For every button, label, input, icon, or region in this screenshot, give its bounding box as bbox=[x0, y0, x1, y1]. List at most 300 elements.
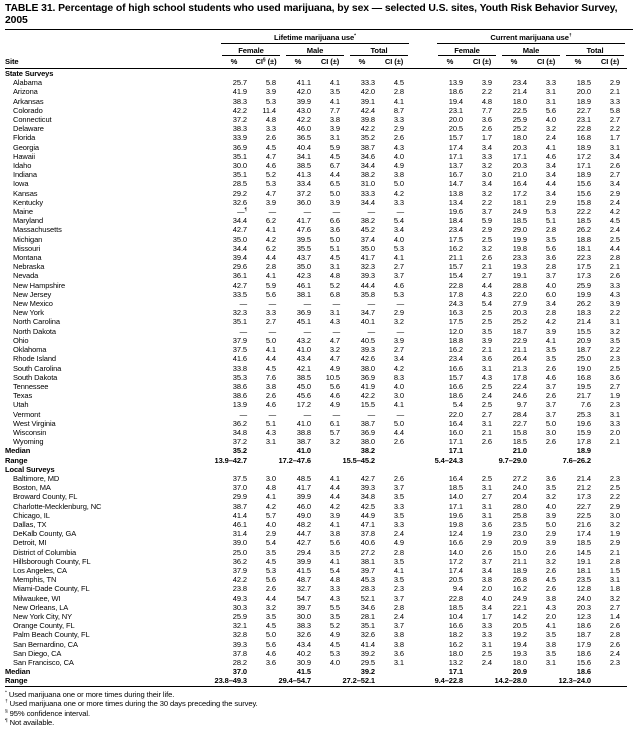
spacer-cell bbox=[411, 437, 435, 446]
pct-cell: 40.5 bbox=[360, 335, 375, 345]
pct-cell: 43.0 bbox=[296, 105, 311, 115]
ci-cell: 5.6 bbox=[265, 289, 276, 299]
ci-cell: 5.4 bbox=[393, 216, 404, 226]
pct-cell: 28.2 bbox=[232, 658, 247, 667]
pct-cell: 45.2 bbox=[360, 225, 375, 235]
pct-cell: 45.0 bbox=[296, 381, 311, 391]
site-cell: Hillsborough County, FL bbox=[13, 556, 91, 566]
table-row bbox=[5, 594, 627, 603]
ci-cell: 3.5 bbox=[329, 547, 340, 557]
summary-value-wrap bbox=[283, 667, 347, 676]
summary-value-cell bbox=[499, 667, 563, 676]
ci-cell: 2.8 bbox=[545, 225, 556, 235]
pct-cell: 42.5 bbox=[360, 501, 375, 511]
spacer-cell bbox=[411, 152, 435, 161]
ci-cell: 3.7 bbox=[481, 556, 492, 566]
ci-cell: 2.6 bbox=[609, 621, 620, 631]
pct-cell: 48.7 bbox=[296, 575, 311, 585]
spacer-cell bbox=[411, 649, 435, 658]
pct-cell: 16.2 bbox=[512, 584, 527, 594]
summary-value-cell bbox=[563, 446, 627, 455]
ci-cell: 4.5 bbox=[393, 78, 404, 88]
pct-cell: 45.3 bbox=[360, 575, 375, 585]
table-row bbox=[5, 612, 627, 621]
pct-cell: 28.5 bbox=[232, 179, 247, 189]
ci-cell: 2.5 bbox=[481, 473, 492, 483]
ci-cell: 4.1 bbox=[393, 565, 404, 575]
pct-cell: 19.4 bbox=[448, 96, 463, 106]
ci-cell: 3.9 bbox=[545, 510, 556, 520]
ci-cell: 2.6 bbox=[393, 437, 404, 447]
spacer-cell bbox=[411, 262, 435, 271]
ci-cell: 2.2 bbox=[609, 345, 620, 355]
pct-cell: 23.3 bbox=[512, 253, 527, 263]
ci-cell: 3.4 bbox=[545, 299, 556, 309]
summary-value-cell bbox=[563, 667, 627, 676]
ci-cell: 3.1 bbox=[609, 317, 620, 327]
ci-cell: 5.4 bbox=[329, 565, 340, 575]
table-row bbox=[5, 640, 627, 649]
ci-cell: 4.4 bbox=[329, 170, 340, 180]
section-label: Local Surveys bbox=[5, 464, 55, 474]
pct-cell: 38.2 bbox=[360, 216, 375, 226]
pct-cell: 30.0 bbox=[296, 611, 311, 621]
ci-cell: 2.2 bbox=[481, 87, 492, 97]
pct-cell: 39.5 bbox=[296, 234, 311, 244]
yrbs-table bbox=[5, 30, 627, 687]
pct-cell: 12.4 bbox=[448, 529, 463, 539]
site-cell: Wyoming bbox=[13, 437, 44, 447]
pct-cell: 29.6 bbox=[232, 262, 247, 272]
ci-cell: 2.7 bbox=[481, 409, 492, 419]
spacer-cell bbox=[411, 474, 435, 483]
ci-cell: 5.2 bbox=[329, 280, 340, 290]
ci-cell: 1.5 bbox=[609, 565, 620, 575]
summary-value-wrap bbox=[347, 667, 411, 676]
ci-cell: 4.1 bbox=[329, 78, 340, 88]
pct-cell: 21.0 bbox=[512, 170, 527, 180]
pct-cell: 40.4 bbox=[296, 142, 311, 152]
ci-cell: 8.7 bbox=[393, 105, 404, 115]
ci-cell: 2.6 bbox=[265, 133, 276, 143]
pct-cell: 18.1 bbox=[576, 565, 591, 575]
table-row bbox=[5, 391, 627, 400]
pct-cell: 30.9 bbox=[296, 658, 311, 667]
pct-cell: 26.8 bbox=[512, 575, 527, 585]
spacer-cell bbox=[411, 594, 435, 603]
ci-cell: 3.9 bbox=[265, 197, 276, 207]
ci-cell: 2.1 bbox=[481, 427, 492, 437]
summary-value-wrap bbox=[435, 446, 499, 455]
pct-cell: 23.4 bbox=[448, 354, 463, 364]
ci-cell: 2.3 bbox=[609, 658, 620, 667]
table-row bbox=[5, 198, 627, 207]
summary-value: 41.5 bbox=[296, 667, 311, 677]
ci-cell: 2.1 bbox=[609, 87, 620, 97]
pct-cell: 15.0 bbox=[512, 547, 527, 557]
table-body bbox=[5, 69, 627, 687]
ci-cell: 5.0 bbox=[393, 418, 404, 428]
pct-cell: 39.2 bbox=[360, 648, 375, 658]
table-row bbox=[5, 437, 627, 446]
ci-cell: 2.1 bbox=[609, 547, 620, 557]
table-row bbox=[5, 529, 627, 538]
ci-cell: 4.3 bbox=[481, 372, 492, 382]
ci-cell: 3.4 bbox=[545, 170, 556, 180]
ci-cell: 8.3 bbox=[393, 372, 404, 382]
ci-cell: 2.5 bbox=[481, 381, 492, 391]
ci-cell: 3.3 bbox=[609, 280, 620, 290]
ci-cell: 5.4 bbox=[481, 299, 492, 309]
pct-cell: 34.4 bbox=[232, 243, 247, 253]
table-row bbox=[5, 161, 627, 170]
ci-cell: 2.0 bbox=[481, 584, 492, 594]
ci-cell: 2.6 bbox=[481, 437, 492, 447]
ci-cell: 2.5 bbox=[481, 648, 492, 658]
pct-cell: 34.7 bbox=[360, 308, 375, 318]
ci-cell: 4.9 bbox=[329, 400, 340, 410]
pct-column-header: % bbox=[347, 56, 377, 69]
summary-value-wrap bbox=[435, 456, 499, 465]
site-cell: Arkansas bbox=[13, 96, 44, 106]
pct-cell: 34.4 bbox=[360, 161, 375, 171]
pct-cell: 41.3 bbox=[296, 170, 311, 180]
ci-cell: 4.7 bbox=[265, 151, 276, 161]
ci-cell: 3.3 bbox=[609, 418, 620, 428]
pct-cell: 25.3 bbox=[576, 409, 591, 419]
ci-cell: 5.0 bbox=[265, 630, 276, 640]
ci-cell: 3.6 bbox=[481, 519, 492, 529]
pct-cell: 23.4 bbox=[448, 225, 463, 235]
summary-value-wrap bbox=[278, 455, 347, 465]
site-cell: Milwaukee, WI bbox=[13, 593, 61, 603]
site-cell: Arizona bbox=[13, 87, 38, 97]
pct-cell: 18.8 bbox=[576, 234, 591, 244]
pct-cell: 12.3 bbox=[576, 611, 591, 621]
pct-cell: — bbox=[239, 299, 247, 309]
ci-cell: 5.3 bbox=[265, 565, 276, 575]
site-cell: Indiana bbox=[13, 170, 37, 180]
table-row bbox=[5, 143, 627, 152]
table-row bbox=[5, 520, 627, 529]
pct-cell: — bbox=[367, 207, 375, 217]
pct-cell: 22.5 bbox=[576, 510, 591, 520]
pct-cell: 36.5 bbox=[296, 133, 311, 143]
ci-cell: 3.4 bbox=[393, 354, 404, 364]
pct-cell: 35.0 bbox=[232, 234, 247, 244]
summary-label: Median bbox=[5, 446, 31, 456]
ci-cell: 3.4 bbox=[481, 602, 492, 612]
ci-cell: 4.6 bbox=[329, 391, 340, 401]
pct-cell: 16.6 bbox=[448, 363, 463, 373]
ci-cell: 2.6 bbox=[545, 547, 556, 557]
pct-cell: 34.1 bbox=[296, 151, 311, 161]
pct-cell: 19.3 bbox=[512, 262, 527, 272]
table-row bbox=[5, 492, 627, 501]
footnote-lifetime: * Used marijuana one or more times during their life. bbox=[5, 689, 175, 699]
pct-cell: — bbox=[303, 299, 311, 309]
pct-cell: 40.6 bbox=[360, 538, 375, 548]
pct-cell: 14.0 bbox=[448, 492, 463, 502]
pct-cell: 25.2 bbox=[512, 124, 527, 134]
ci-cell: 2.8 bbox=[393, 602, 404, 612]
pct-cell: 42.4 bbox=[360, 105, 375, 115]
table-row bbox=[5, 87, 627, 96]
ci-cell: 2.9 bbox=[265, 529, 276, 539]
ci-cell: 2.5 bbox=[481, 308, 492, 318]
pct-cell: 42.2 bbox=[296, 115, 311, 125]
footnote-current: † Used marijuana one or more times during the 30 days preceding the survey. bbox=[5, 699, 258, 709]
pct-cell: 38.6 bbox=[232, 391, 247, 401]
site-cell: Ohio bbox=[13, 335, 29, 345]
summary-value: 17.1 bbox=[448, 667, 463, 677]
site-cell: Michigan bbox=[13, 234, 43, 244]
pct-cell: 15.7 bbox=[448, 133, 463, 143]
ci-cell: 3.4 bbox=[545, 161, 556, 171]
site-cell: Kansas bbox=[13, 188, 38, 198]
pct-cell: 25.0 bbox=[576, 354, 591, 364]
ci-cell: 5.0 bbox=[329, 234, 340, 244]
summary-value: 17.2–47.6 bbox=[278, 455, 311, 465]
ci-cell: 11.4 bbox=[262, 105, 276, 115]
ci-cell: 2.5 bbox=[481, 317, 492, 327]
ci-cell: 3.1 bbox=[545, 658, 556, 667]
ci-cell: 3.0 bbox=[393, 391, 404, 401]
pct-cell: 45.6 bbox=[296, 391, 311, 401]
pct-cell: 36.9 bbox=[360, 372, 375, 382]
spacer-cell bbox=[411, 492, 435, 501]
ci-cell: 3.2 bbox=[609, 326, 620, 336]
pct-cell: 43.4 bbox=[296, 354, 311, 364]
site-cell: Delaware bbox=[13, 124, 44, 134]
summary-value: 12.3–24.0 bbox=[558, 676, 591, 686]
pct-cell: 20.0 bbox=[576, 87, 591, 97]
pct-cell: 33.3 bbox=[360, 188, 375, 198]
ci-cell: 2.9 bbox=[393, 124, 404, 134]
summary-row bbox=[5, 667, 627, 676]
pct-cell: 21.1 bbox=[512, 345, 527, 355]
pct-cell: 15.9 bbox=[576, 427, 591, 437]
ci-cell: 3.5 bbox=[545, 234, 556, 244]
ci-cell: 3.3 bbox=[609, 96, 620, 106]
pct-cell: 18.6 bbox=[576, 648, 591, 658]
spacer-cell bbox=[411, 179, 435, 188]
ci-cell: — bbox=[396, 326, 404, 336]
ci-cell: 4.2 bbox=[265, 501, 276, 511]
ci-cell: 2.6 bbox=[609, 161, 620, 171]
ci-cell: 3.5 bbox=[265, 611, 276, 621]
ci-cell: 3.7 bbox=[393, 593, 404, 603]
pct-cell: 22.8 bbox=[448, 280, 463, 290]
pct-cell: 38.7 bbox=[360, 142, 375, 152]
ci-column-header: CI (±) bbox=[313, 56, 347, 69]
pct-cell: 23.1 bbox=[448, 105, 463, 115]
pct-column-header: % bbox=[563, 56, 593, 69]
site-cell: Maine bbox=[13, 207, 33, 217]
spacer-cell bbox=[411, 336, 435, 345]
ci-cell: 2.8 bbox=[393, 87, 404, 97]
ci-cell: 3.5 bbox=[609, 335, 620, 345]
spacer-cell bbox=[411, 373, 435, 382]
summary-row bbox=[5, 676, 627, 686]
ci-cell: 3.3 bbox=[481, 151, 492, 161]
spacer-cell bbox=[411, 446, 435, 455]
site-cell: Nevada bbox=[13, 271, 39, 281]
pct-cell: 14.2 bbox=[512, 611, 527, 621]
ci-cell: 10.5 bbox=[325, 372, 340, 382]
spacer-cell bbox=[411, 667, 435, 676]
site-cell: Idaho bbox=[13, 161, 32, 171]
ci-cell: 3.5 bbox=[545, 354, 556, 364]
spacer-cell bbox=[411, 511, 435, 520]
ci-cell: 5.6 bbox=[265, 575, 276, 585]
site-cell: Baltimore, MD bbox=[13, 473, 60, 483]
ci-cell: 2.9 bbox=[481, 225, 492, 235]
pct-cell: 32.8 bbox=[232, 630, 247, 640]
ci-cell: 3.1 bbox=[265, 437, 276, 447]
ci-cell: 2.4 bbox=[481, 391, 492, 401]
ci-cell: 1.7 bbox=[481, 611, 492, 621]
table-row bbox=[5, 244, 627, 253]
spacer-cell bbox=[411, 115, 435, 124]
ci-cell: 3.9 bbox=[481, 335, 492, 345]
pct-cell: 43.2 bbox=[296, 335, 311, 345]
pct-cell: 20.3 bbox=[512, 308, 527, 318]
ci-cell: 2.4 bbox=[393, 611, 404, 621]
summary-value: 38.2 bbox=[360, 446, 375, 456]
ci-cell: — bbox=[396, 207, 404, 217]
pct-cell: 18.9 bbox=[576, 142, 591, 152]
pct-cell: 30.3 bbox=[232, 602, 247, 612]
summary-value-wrap bbox=[219, 667, 283, 676]
pct-cell: 33.5 bbox=[232, 289, 247, 299]
pct-cell: 21.1 bbox=[448, 253, 463, 263]
site-cell: Miami-Dade County, FL bbox=[13, 584, 90, 594]
summary-value-wrap bbox=[219, 446, 283, 455]
ci-cell: 3.4 bbox=[393, 225, 404, 235]
pct-cell: 42.1 bbox=[296, 363, 311, 373]
ci-cell: 3.6 bbox=[393, 648, 404, 658]
table-row bbox=[5, 253, 627, 262]
pct-cell: 41.9 bbox=[360, 381, 375, 391]
ci-cell: 3.5 bbox=[393, 492, 404, 502]
pct-column-header: % bbox=[435, 56, 465, 69]
table-row bbox=[5, 189, 627, 198]
ci-cell: 1.7 bbox=[481, 133, 492, 143]
ci-cell: 5.3 bbox=[393, 243, 404, 253]
site-cell: New York bbox=[13, 308, 44, 318]
pct-cell: 18.7 bbox=[576, 345, 591, 355]
pct-cell: 36.2 bbox=[232, 556, 247, 566]
ci-cell: 3.4 bbox=[609, 151, 620, 161]
pct-cell: 34.8 bbox=[232, 427, 247, 437]
site-cell: Detroit, MI bbox=[13, 538, 47, 548]
pct-cell: 13.9 bbox=[232, 400, 247, 410]
table-row bbox=[5, 78, 627, 87]
ci-cell: 2.9 bbox=[609, 78, 620, 88]
spacer-cell bbox=[411, 170, 435, 179]
pct-cell: 42.7 bbox=[232, 280, 247, 290]
ci-cell: 2.9 bbox=[609, 538, 620, 548]
ci-cell: 5.3 bbox=[265, 96, 276, 106]
pct-cell: 13.8 bbox=[448, 188, 463, 198]
site-cell: Missouri bbox=[13, 243, 41, 253]
ci-cell: 2.9 bbox=[481, 538, 492, 548]
table-row bbox=[5, 336, 627, 345]
ci-cell: 4.1 bbox=[545, 335, 556, 345]
pct-cell: 33.4 bbox=[296, 179, 311, 189]
site-cell: Connecticut bbox=[13, 115, 52, 125]
spacer-cell bbox=[411, 44, 435, 56]
ci-cell: 2.0 bbox=[609, 427, 620, 437]
pct-column-header: % bbox=[283, 56, 313, 69]
pct-cell: 18.0 bbox=[512, 133, 527, 143]
summary-value: 7.6–26.2 bbox=[562, 455, 591, 465]
summary-value-cell bbox=[563, 456, 627, 465]
pct-cell: 29.9 bbox=[232, 492, 247, 502]
table-row bbox=[5, 97, 627, 106]
pct-cell: 42.2 bbox=[360, 124, 375, 134]
ci-cell: 4.4 bbox=[329, 492, 340, 502]
ci-cell: 4.8 bbox=[265, 115, 276, 125]
pct-cell: 43.4 bbox=[296, 639, 311, 649]
table-row bbox=[5, 538, 627, 547]
pct-cell: 24.0 bbox=[576, 593, 591, 603]
pct-cell: 25.9 bbox=[512, 115, 527, 125]
ci-cell: 4.5 bbox=[265, 363, 276, 373]
ci-cell: 2.9 bbox=[609, 188, 620, 198]
ci-cell: 5.6 bbox=[545, 243, 556, 253]
pct-cell: 20.9 bbox=[512, 538, 527, 548]
pct-cell: 22.0 bbox=[512, 289, 527, 299]
ci-cell: 1.4 bbox=[609, 611, 620, 621]
table-row bbox=[5, 419, 627, 428]
pct-cell: 41.6 bbox=[232, 354, 247, 364]
pct-cell: 36.9 bbox=[232, 142, 247, 152]
ci-cell: 4.7 bbox=[329, 335, 340, 345]
pct-cell: 38.0 bbox=[360, 363, 375, 373]
ci-cell: 3.5 bbox=[393, 510, 404, 520]
table-row bbox=[5, 584, 627, 593]
pct-cell: 49.0 bbox=[296, 510, 311, 520]
ci-cell: 7.7 bbox=[329, 105, 340, 115]
pct-cell: 17.5 bbox=[448, 234, 463, 244]
ci-cell: 4.6 bbox=[393, 280, 404, 290]
pct-cell: 38.3 bbox=[232, 96, 247, 106]
pct-cell: 41.7 bbox=[360, 253, 375, 263]
pct-cell: 40.1 bbox=[360, 317, 375, 327]
pct-cell: 29.2 bbox=[232, 188, 247, 198]
summary-value-cell bbox=[219, 446, 283, 455]
ci-cell: 5.7 bbox=[265, 510, 276, 520]
pct-cell: 17.8 bbox=[448, 289, 463, 299]
pct-cell: 42.7 bbox=[232, 225, 247, 235]
ci-cell: 3.1 bbox=[609, 409, 620, 419]
pct-cell: 22.0 bbox=[448, 409, 463, 419]
table-row bbox=[5, 364, 627, 373]
summary-value-wrap bbox=[494, 676, 563, 686]
ci-cell: 4.5 bbox=[545, 575, 556, 585]
ci-cell: 3.0 bbox=[545, 427, 556, 437]
ci-cell: 4.0 bbox=[545, 115, 556, 125]
pct-cell: 37.5 bbox=[232, 345, 247, 355]
pct-cell: 12.8 bbox=[576, 584, 591, 594]
ci-cell: 5.3 bbox=[329, 648, 340, 658]
site-cell: Dallas, TX bbox=[13, 519, 47, 529]
ci-cell: 2.6 bbox=[393, 473, 404, 483]
pct-cell: 10.4 bbox=[448, 611, 463, 621]
pct-cell: 7.6 bbox=[580, 400, 591, 410]
